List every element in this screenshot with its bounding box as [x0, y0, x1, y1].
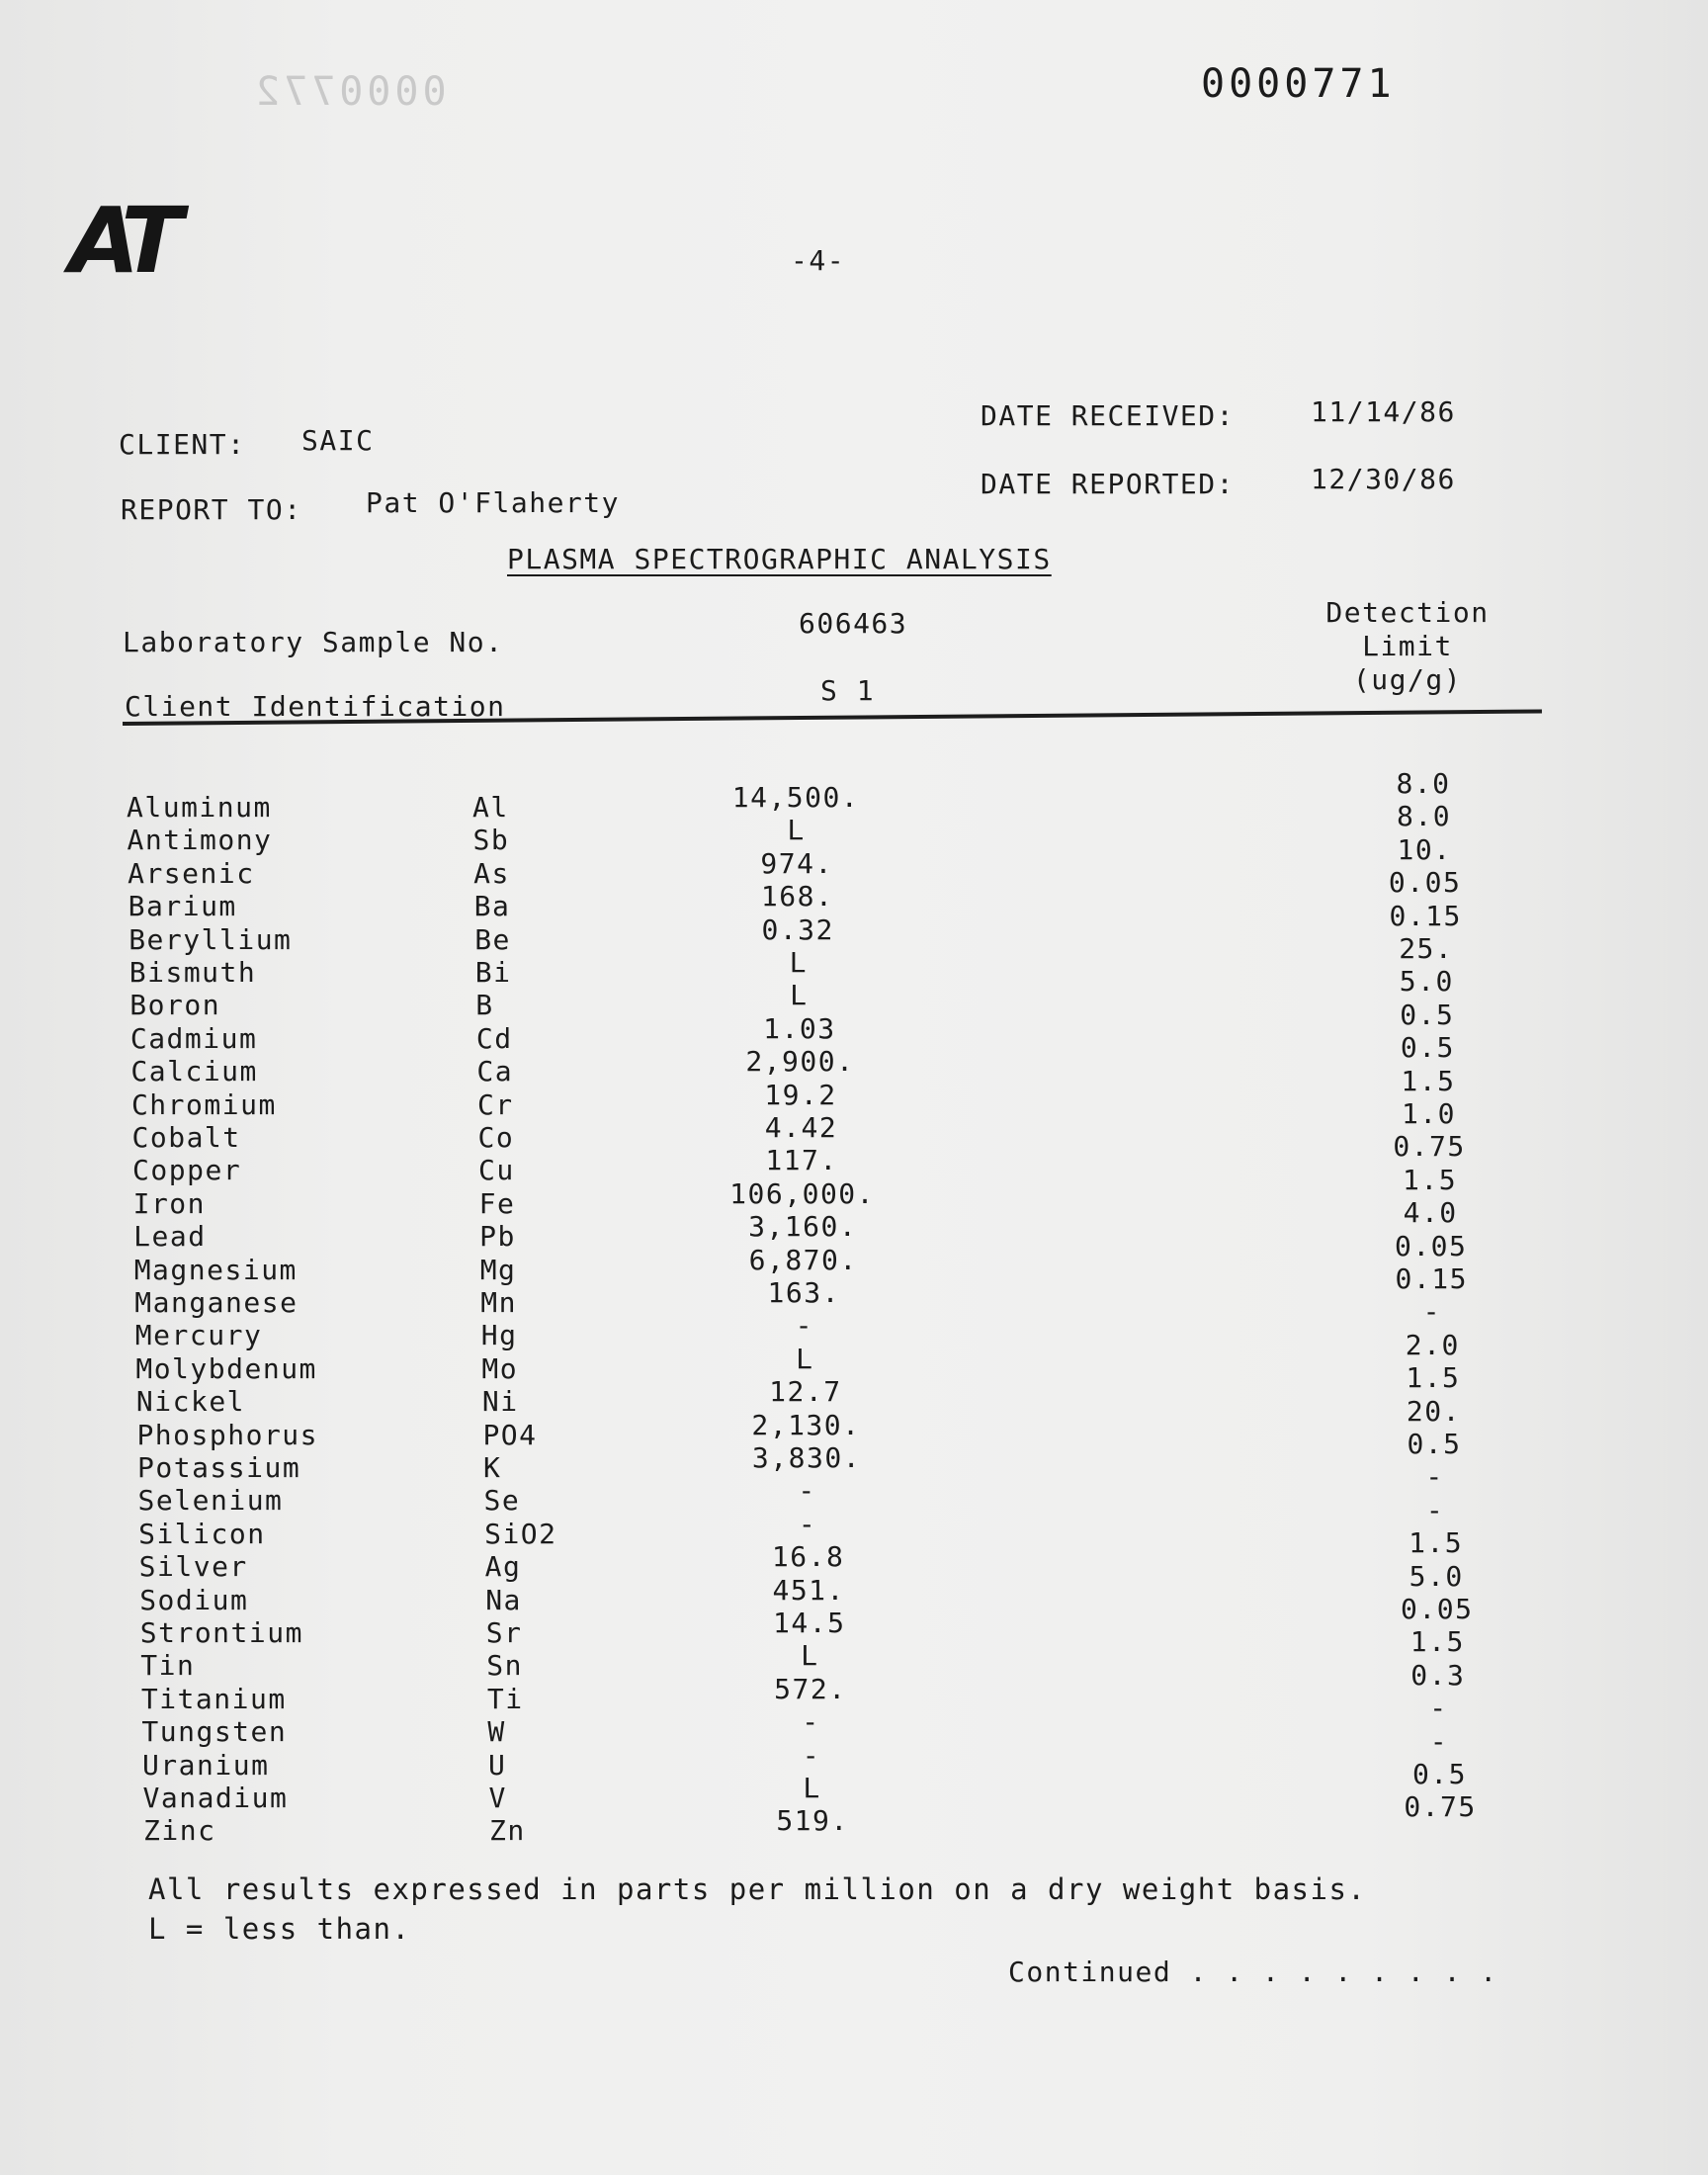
- element-name: Calcium: [130, 1055, 258, 1088]
- element-name: Zinc: [143, 1814, 216, 1848]
- result-value: -: [795, 1309, 813, 1343]
- detection-limit-value: 0.5: [1407, 1428, 1462, 1460]
- result-value: -: [802, 1705, 820, 1739]
- detection-limit-value: 5.0: [1399, 965, 1454, 999]
- element-name: Vanadium: [142, 1782, 289, 1814]
- element-symbol: Fe: [478, 1186, 516, 1220]
- detection-limit-value: 0.5: [1411, 1758, 1468, 1790]
- detection-limit-value: 10.: [1397, 832, 1452, 866]
- detection-limit-value: 0.75: [1404, 1790, 1477, 1824]
- detection-limit-header: [1299, 596, 1516, 697]
- company-logo: AT: [69, 188, 174, 294]
- result-value: 1.03: [763, 1011, 836, 1045]
- result-value: 572.: [774, 1672, 847, 1705]
- element-symbol: Al: [472, 791, 509, 824]
- detection-limit-value: 1.5: [1409, 1526, 1464, 1560]
- detection-limit-value: 0.5: [1400, 998, 1455, 1031]
- element-name: Uranium: [141, 1748, 270, 1782]
- element-name: Mercury: [134, 1319, 263, 1352]
- result-value: 6,870.: [748, 1243, 858, 1276]
- detection-limit-value: 5.0: [1409, 1559, 1464, 1593]
- detection-limit-value: 1.5: [1406, 1361, 1461, 1395]
- element-name: Beryllium: [128, 922, 293, 956]
- element-symbol: As: [473, 856, 510, 890]
- result-value: 0.32: [761, 913, 834, 946]
- element-name: Bismuth: [128, 956, 257, 989]
- report-title: PLASMA SPECTROGRAPHIC ANALYSIS: [507, 543, 1052, 575]
- element-name: Cobalt: [131, 1121, 241, 1154]
- element-symbol: Zn: [489, 1814, 526, 1848]
- element-symbol: Hg: [480, 1319, 518, 1352]
- result-value: 3,160.: [748, 1210, 858, 1244]
- result-value: 168.: [760, 880, 834, 914]
- element-symbol: Be: [474, 922, 511, 956]
- stamp-number: 0000771: [1201, 61, 1396, 107]
- detection-header-line3: (ug/g): [1352, 663, 1463, 696]
- result-value: L: [789, 946, 808, 979]
- detection-limit-value: 1.0: [1401, 1097, 1457, 1130]
- result-value: 974.: [760, 846, 833, 880]
- element-symbol: Ba: [473, 890, 511, 923]
- element-symbol: Sr: [485, 1616, 523, 1649]
- footnote-less-than: L = less than.: [148, 1912, 411, 1946]
- detection-limit-value: 25.: [1399, 932, 1454, 965]
- result-value: 451.: [772, 1573, 845, 1607]
- detection-limit-value: 0.15: [1389, 899, 1462, 932]
- result-value: -: [802, 1738, 821, 1772]
- element-name: Strontium: [139, 1616, 303, 1649]
- report-to-label: REPORT TO:: [121, 493, 302, 526]
- result-value: 16.8: [771, 1540, 845, 1574]
- result-value: L: [801, 1639, 819, 1673]
- result-value: 106,000.: [729, 1176, 876, 1210]
- element-name: Tungsten: [141, 1715, 288, 1749]
- element-name: Lead: [133, 1220, 207, 1254]
- element-symbol: Pb: [479, 1220, 516, 1254]
- element-name: Copper: [132, 1154, 242, 1187]
- detection-limit-value: 0.5: [1400, 1031, 1455, 1065]
- element-symbol: Sb: [472, 824, 510, 857]
- detection-limit-value: 1.5: [1401, 1064, 1456, 1097]
- date-reported-label: DATE REPORTED:: [981, 468, 1236, 500]
- date-received-value: 11/14/86: [1311, 395, 1456, 428]
- element-name: Silicon: [138, 1517, 266, 1550]
- date-reported-value: 12/30/86: [1311, 463, 1456, 495]
- element-symbol: B: [475, 989, 494, 1022]
- element-name: Chromium: [130, 1088, 277, 1121]
- result-value: -: [798, 1507, 817, 1540]
- date-received-label: DATE RECEIVED:: [981, 399, 1236, 432]
- detection-limit-value: 8.0: [1397, 800, 1452, 833]
- detection-limit-value: 1.5: [1403, 1163, 1458, 1196]
- element-symbol: U: [487, 1748, 507, 1782]
- page-number: -4-: [791, 244, 846, 277]
- client-value: SAIC: [301, 424, 375, 457]
- result-value: L: [796, 1342, 814, 1375]
- element-symbol: K: [483, 1451, 502, 1484]
- result-value: 19.2: [764, 1078, 837, 1111]
- detection-limit-value: 4.0: [1403, 1196, 1458, 1230]
- element-name: Titanium: [140, 1682, 287, 1715]
- element-name: Phosphorus: [136, 1418, 319, 1451]
- detection-limit-value: 0.75: [1393, 1130, 1466, 1164]
- element-symbol: Ni: [481, 1385, 519, 1419]
- element-symbol: Cr: [476, 1088, 514, 1121]
- element-symbol: SiO2: [484, 1517, 557, 1550]
- result-value: 117.: [765, 1144, 838, 1177]
- detection-limit-value: 0.05: [1394, 1229, 1468, 1262]
- detection-limit-value: 0.3: [1410, 1658, 1466, 1692]
- result-value: 2,900.: [745, 1045, 855, 1079]
- element-name: Cadmium: [129, 1021, 258, 1055]
- detection-limit-value: -: [1429, 1724, 1449, 1758]
- result-value: 14.5: [773, 1607, 846, 1639]
- report-to-value: Pat O'Flaherty: [366, 486, 621, 519]
- detection-limit-value: 2.0: [1405, 1328, 1460, 1361]
- element-symbol: Na: [485, 1583, 522, 1616]
- detection-header-line1: Detection: [1325, 596, 1490, 629]
- detection-limit-value: 1.5: [1409, 1625, 1465, 1659]
- result-value: L: [803, 1772, 821, 1804]
- detection-limit-value: -: [1429, 1692, 1448, 1725]
- result-value: L: [790, 979, 809, 1012]
- element-symbol: V: [488, 1782, 507, 1814]
- result-value: 163.: [767, 1276, 840, 1309]
- result-value: 12.7: [769, 1375, 842, 1409]
- element-name: Nickel: [135, 1385, 246, 1419]
- element-name: Manganese: [134, 1286, 299, 1319]
- detection-limit-value: -: [1425, 1460, 1444, 1494]
- element-symbol: Co: [477, 1121, 515, 1154]
- element-name: Iron: [132, 1186, 207, 1220]
- element-symbol: Cu: [478, 1154, 515, 1187]
- ghost-stamp-number: 0000772: [252, 69, 447, 115]
- detection-limit-value: -: [1425, 1493, 1445, 1526]
- result-value: 519.: [776, 1804, 849, 1838]
- element-name: Tin: [140, 1649, 196, 1683]
- element-name: Aluminum: [127, 791, 272, 824]
- element-symbol: Mn: [480, 1286, 517, 1319]
- detection-header-line2: Limit: [1362, 630, 1453, 662]
- element-name: Silver: [138, 1550, 248, 1584]
- result-value: 3,830.: [751, 1441, 862, 1474]
- element-symbol: Cd: [475, 1021, 513, 1055]
- lab-sample-label: Laboratory Sample No.: [123, 626, 504, 658]
- client-label: CLIENT:: [119, 428, 246, 461]
- element-symbol: W: [487, 1715, 506, 1749]
- element-symbol: Ag: [484, 1550, 522, 1584]
- element-symbol: Mo: [481, 1351, 519, 1385]
- detection-limit-value: 0.05: [1388, 866, 1462, 900]
- element-name: Boron: [129, 989, 221, 1022]
- detection-limit-value: -: [1422, 1295, 1441, 1329]
- lab-sample-value: 606463: [799, 607, 908, 640]
- detection-limit-value: 20.: [1406, 1394, 1461, 1428]
- element-name: Sodium: [139, 1583, 249, 1616]
- element-name: Antimony: [127, 824, 273, 857]
- result-value: -: [798, 1474, 816, 1508]
- element-symbol: Bi: [474, 956, 512, 989]
- element-name: Molybdenum: [135, 1351, 317, 1385]
- detection-limit-value: 8.0: [1396, 767, 1451, 800]
- element-name: Magnesium: [133, 1253, 298, 1286]
- detection-limit-value: 0.15: [1395, 1262, 1468, 1295]
- footnote-ppm: All results expressed in parts per million on a dry weight basis.: [148, 1872, 1367, 1906]
- element-symbol: Se: [483, 1484, 521, 1518]
- client-id-label: Client Identification: [125, 690, 506, 723]
- detection-limit-value: 0.05: [1401, 1593, 1474, 1625]
- element-name: Potassium: [137, 1451, 301, 1484]
- result-value: 14,500.: [731, 781, 860, 814]
- element-symbol: Sn: [486, 1649, 524, 1683]
- element-symbol: Ca: [476, 1055, 514, 1088]
- element-symbol: PO4: [482, 1418, 538, 1451]
- element-name: Arsenic: [128, 856, 255, 890]
- element-symbol: Ti: [486, 1682, 524, 1715]
- result-value: L: [787, 814, 806, 847]
- continued-note: Continued . . . . . . . . .: [1008, 1956, 1498, 1988]
- result-value: 2,130.: [751, 1408, 861, 1441]
- client-id-value: S 1: [820, 674, 876, 707]
- result-value: 4.42: [764, 1111, 838, 1144]
- element-name: Barium: [128, 890, 237, 923]
- element-name: Selenium: [137, 1484, 284, 1518]
- element-symbol: Mg: [479, 1253, 517, 1286]
